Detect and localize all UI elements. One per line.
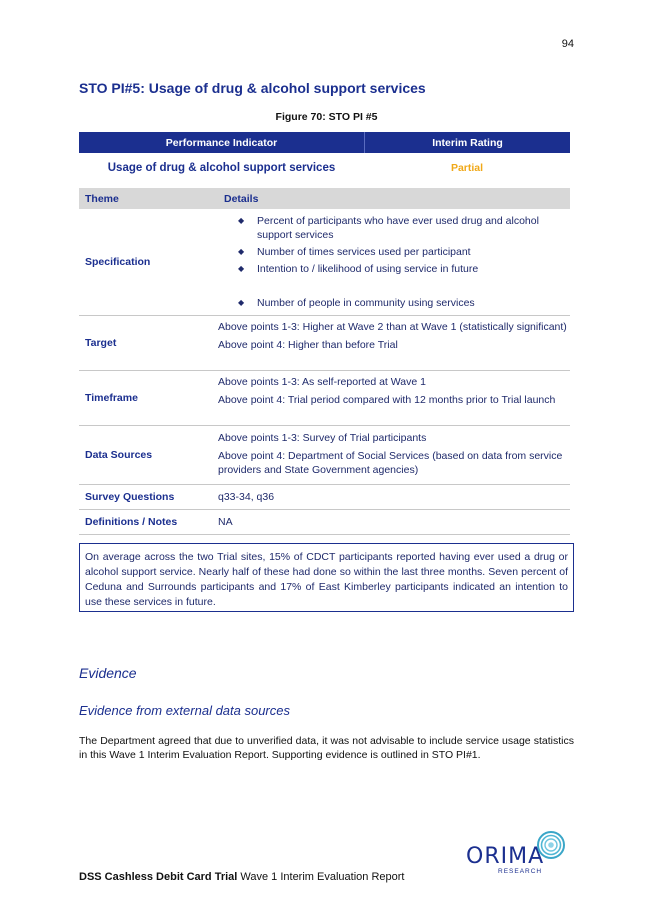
evidence-subheading: Evidence from external data sources <box>79 703 290 718</box>
figure-caption: Figure 70: STO PI #5 <box>275 111 378 123</box>
details-header-theme: Theme <box>85 192 119 205</box>
detail-line: Above point 4: Department of Social Services (based on data from service providers and State Government agencies) <box>218 450 563 476</box>
details-cell <box>218 209 570 315</box>
logo-text: ORIMA <box>466 844 545 869</box>
table-row-specification <box>79 209 570 316</box>
pi-table-row <box>79 153 570 183</box>
page-number: 94 <box>561 38 574 50</box>
details-cell <box>218 316 570 370</box>
evidence-heading: Evidence <box>79 665 137 681</box>
diamond-bullet-icon: ◆ <box>238 216 245 225</box>
footer-title-rest: Wave 1 Interim Evaluation Report <box>237 871 405 883</box>
list-item <box>218 245 570 259</box>
pi-table-header <box>79 132 570 153</box>
pi-indicator-value: Usage of drug & alcohol support services <box>107 162 336 174</box>
page-footer <box>79 871 404 883</box>
detail-line: Above points 1-3: Survey of Trial participants <box>218 432 427 444</box>
details-cell: q33-34, q36 <box>218 491 275 503</box>
theme-cell: Definitions / Notes <box>85 516 178 528</box>
details-table <box>79 188 570 535</box>
evidence-body-text: The Department agreed that due to unverified data, it was not advisable to include service usage statistics in this Wave 1 Interim Evaluation Report. Supporting evidence is outlined in STO PI#1. <box>79 735 574 761</box>
summary-box: On average across the two Trial sites, 15% of CDCT participants reported having ever used a drug or alcohol support service. Nearly half of these had done so within the last three months. Seven percent of Ceduna and Surrounds participants and 17% of East Kimberley participants indicated an intention to use these services in future. <box>79 543 574 612</box>
performance-indicator-table <box>79 132 570 183</box>
diamond-bullet-icon: ◆ <box>238 298 245 307</box>
table-row-data-sources <box>79 426 570 485</box>
diamond-bullet-icon: ◆ <box>238 264 245 273</box>
details-cell: NA <box>218 516 233 528</box>
list-item <box>218 214 570 242</box>
list-item-text: Number of people in community using services <box>257 297 475 309</box>
logo-ring-icon <box>536 830 566 860</box>
details-header-details: Details <box>224 192 259 205</box>
diamond-bullet-icon: ◆ <box>238 247 245 256</box>
detail-line: Above points 1-3: As self-reported at Wave 1 <box>218 376 426 388</box>
list-item-text: Percent of participants who have ever used drug and alcohol support services <box>257 215 539 241</box>
detail-line: Above point 4: Higher than before Trial <box>218 339 398 351</box>
specification-list <box>218 214 570 310</box>
table-row-survey-questions <box>79 485 570 510</box>
table-row-definitions <box>79 510 570 535</box>
theme-cell: Data Sources <box>85 449 153 461</box>
list-item <box>218 296 570 310</box>
theme-cell: Target <box>85 337 117 349</box>
orima-logo <box>464 828 568 878</box>
details-cell <box>218 426 570 484</box>
pi-rating-value: Partial <box>450 162 484 174</box>
details-cell <box>218 371 570 425</box>
table-row-target <box>79 316 570 371</box>
theme-cell: Specification <box>85 256 151 268</box>
list-item-text: Number of times services used per participant <box>257 246 471 258</box>
pi-header-rating: Interim Rating <box>432 136 503 149</box>
detail-line: Above points 1-3: Higher at Wave 2 than at Wave 1 (statistically significant) <box>218 321 567 333</box>
footer-title-bold: DSS Cashless Debit Card Trial <box>79 871 238 883</box>
table-row-timeframe <box>79 371 570 426</box>
theme-cell: Timeframe <box>85 392 138 404</box>
list-item-text: Intention to / likelihood of using service in future <box>257 263 479 275</box>
section-heading: STO PI#5: Usage of drug & alcohol support services <box>79 80 426 96</box>
detail-line: Above point 4: Trial period compared with 12 months prior to Trial launch <box>218 394 556 406</box>
details-table-header <box>79 188 570 209</box>
pi-header-indicator: Performance Indicator <box>79 132 365 153</box>
list-item <box>218 262 570 276</box>
theme-cell: Survey Questions <box>85 491 175 503</box>
logo-subtext: RESEARCH <box>498 868 543 875</box>
